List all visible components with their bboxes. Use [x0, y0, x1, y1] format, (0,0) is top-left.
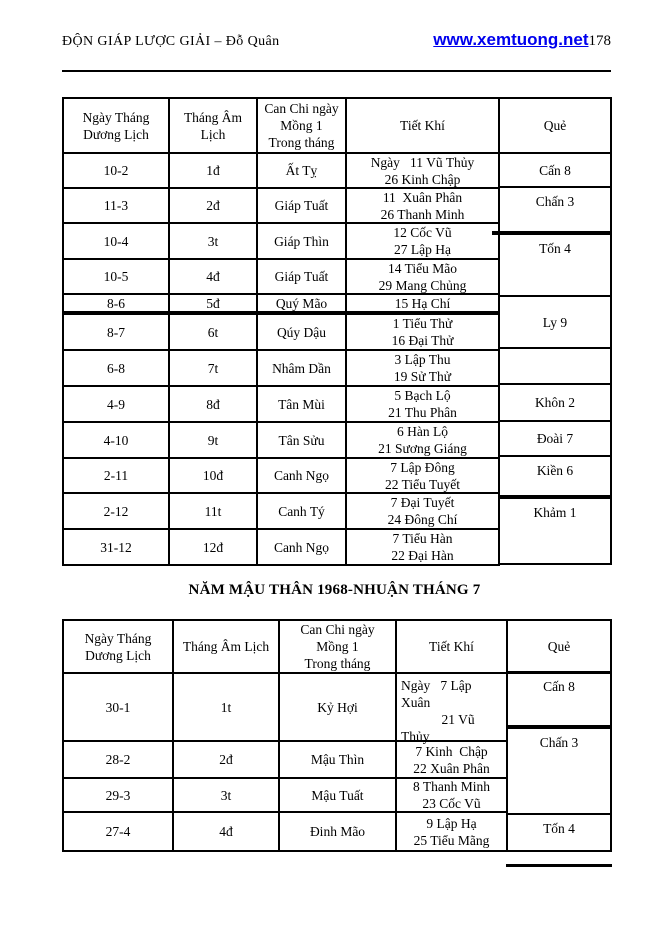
cell-tiet-khi: 5 Bạch Lộ 21 Thu Phân [345, 385, 500, 423]
cell-tiet-khi: 14 Tiểu Mão 29 Mang Chủng [345, 258, 500, 295]
header-cell: Can Chi ngày Mồng 1 Trong tháng [278, 619, 397, 674]
cell-can-chi: Canh Ngọ [256, 528, 347, 566]
document-header [62, 30, 611, 50]
header-cell: Tiết Khí [345, 97, 500, 154]
section-title: NĂM MẬU THÂN 1968-NHUẬN THÁNG 7 [188, 582, 481, 598]
cell-can-chi: Canh Ngọ [256, 457, 347, 494]
cell-can-chi: Giáp Thìn [256, 222, 347, 260]
cell-am-lich: 2đ [172, 740, 280, 779]
page-number: 178 [588, 33, 611, 49]
cell-tiet-khi: 12 Cốc Vũ 27 Lập Hạ [345, 222, 500, 260]
cell-duong-lich: 10-2 [62, 152, 170, 189]
table-rule-line [506, 864, 612, 867]
cell-que: Cấn 8 [498, 152, 612, 188]
cell-duong-lich: 4-10 [62, 421, 170, 459]
cell-duong-lich: 2-11 [62, 457, 170, 494]
cell-duong-lich: 27-4 [62, 811, 174, 852]
cell-duong-lich: 29-3 [62, 777, 174, 813]
cell-que: Chấn 3 [506, 727, 612, 815]
cell-am-lich: 1t [172, 672, 280, 742]
cell-am-lich: 4đ [172, 811, 280, 852]
cell-can-chi: Ất Tỵ [256, 152, 347, 189]
cell-can-chi: Mậu Thìn [278, 740, 397, 779]
doc-title: ĐỘN GIÁP LƯỢC GIẢI – Đỗ Quân [62, 34, 280, 49]
header-cell: Ngày Tháng Dương Lịch [62, 97, 170, 154]
cell-duong-lich: 10-5 [62, 258, 170, 295]
cell-que [498, 347, 612, 385]
cell-que: Ly 9 [498, 295, 612, 349]
cell-am-lich: 6t [168, 313, 258, 351]
header-cell: Ngày Tháng Dương Lịch [62, 619, 174, 674]
cell-duong-lich: 10-4 [62, 222, 170, 260]
cell-am-lich: 7t [168, 349, 258, 387]
cell-duong-lich: 8-6 [62, 293, 170, 315]
cell-am-lich: 3t [168, 222, 258, 260]
cell-tiet-khi: Ngày 7 Lập Xuân 21 Vũ Thủy [395, 672, 508, 742]
cell-can-chi: Mậu Tuất [278, 777, 397, 813]
cell-can-chi: Giáp Tuất [256, 187, 347, 224]
cell-am-lich: 3t [172, 777, 280, 813]
cell-duong-lich: 8-7 [62, 313, 170, 351]
cell-can-chi: Qúy Dậu [256, 313, 347, 351]
cell-tiet-khi: 7 Lập Đông 22 Tiểu Tuyết [345, 457, 500, 494]
header-rule [62, 70, 611, 72]
cell-can-chi: Tân Mùi [256, 385, 347, 423]
cell-tiet-khi: 7 Kinh Chập 22 Xuân Phân [395, 740, 508, 779]
cell-can-chi: Tân Sửu [256, 421, 347, 459]
cell-que: Khôn 2 [498, 383, 612, 422]
cell-duong-lich: 11-3 [62, 187, 170, 224]
cell-duong-lich: 2-12 [62, 492, 170, 530]
header-cell: Tiết Khí [395, 619, 508, 674]
cell-tiet-khi: 3 Lập Thu 19 Sử Thử [345, 349, 500, 387]
table-rule-line [492, 231, 612, 235]
cell-que: Đoài 7 [498, 420, 612, 457]
cell-am-lich: 8đ [168, 385, 258, 423]
cell-que: Chấn 3 [498, 186, 612, 235]
header-cell: Quẻ [506, 619, 612, 674]
header-cell: Quẻ [498, 97, 612, 154]
cell-duong-lich: 28-2 [62, 740, 174, 779]
cell-tiet-khi: 8 Thanh Minh 23 Cốc Vũ [395, 777, 508, 813]
cell-que: Tốn 4 [506, 813, 612, 852]
header-right-group [433, 30, 611, 50]
cell-tiet-khi: 7 Tiểu Hàn 22 Đại Hàn [345, 528, 500, 566]
cell-can-chi: Đinh Mão [278, 811, 397, 852]
cell-am-lich: 9t [168, 421, 258, 459]
cell-can-chi: Giáp Tuất [256, 258, 347, 295]
cell-tiet-khi: 11 Xuân Phân 26 Thanh Minh [345, 187, 500, 224]
cell-am-lich: 1đ [168, 152, 258, 189]
site-link[interactable]: www.xemtuong.net [433, 30, 589, 49]
cell-am-lich: 4đ [168, 258, 258, 295]
header-cell: Tháng Âm Lịch [172, 619, 280, 674]
cell-am-lich: 11t [168, 492, 258, 530]
cell-am-lich: 5đ [168, 293, 258, 315]
cell-duong-lich: 31-12 [62, 528, 170, 566]
cell-can-chi: Canh Tý [256, 492, 347, 530]
cell-que: Kiền 6 [498, 455, 612, 499]
cell-can-chi: Kỷ Hợi [278, 672, 397, 742]
cell-tiet-khi: Ngày 11 Vũ Thủy 26 Kinh Chập [345, 152, 500, 189]
cell-am-lich: 12đ [168, 528, 258, 566]
cell-tiet-khi: 7 Đại Tuyết 24 Đông Chí [345, 492, 500, 530]
cell-duong-lich: 4-9 [62, 385, 170, 423]
cell-duong-lich: 30-1 [62, 672, 174, 742]
cell-am-lich: 2đ [168, 187, 258, 224]
cell-can-chi: Nhâm Dần [256, 349, 347, 387]
cell-tiet-khi: 15 Hạ Chí [345, 293, 500, 315]
cell-tiet-khi: 9 Lập Hạ 25 Tiểu Mãng [395, 811, 508, 852]
header-cell: Can Chi ngày Mồng 1 Trong tháng [256, 97, 347, 154]
cell-que: Khảm 1 [498, 497, 612, 565]
cell-tiet-khi: 6 Hàn Lộ 21 Sương Giáng [345, 421, 500, 459]
cell-que: Cấn 8 [506, 671, 612, 729]
cell-tiet-khi: 1 Tiểu Thử 16 Đại Thử [345, 313, 500, 351]
cell-que: Tốn 4 [498, 233, 612, 297]
cell-am-lich: 10đ [168, 457, 258, 494]
cell-can-chi: Quý Mão [256, 293, 347, 315]
cell-duong-lich: 6-8 [62, 349, 170, 387]
header-cell: Tháng Âm Lịch [168, 97, 258, 154]
